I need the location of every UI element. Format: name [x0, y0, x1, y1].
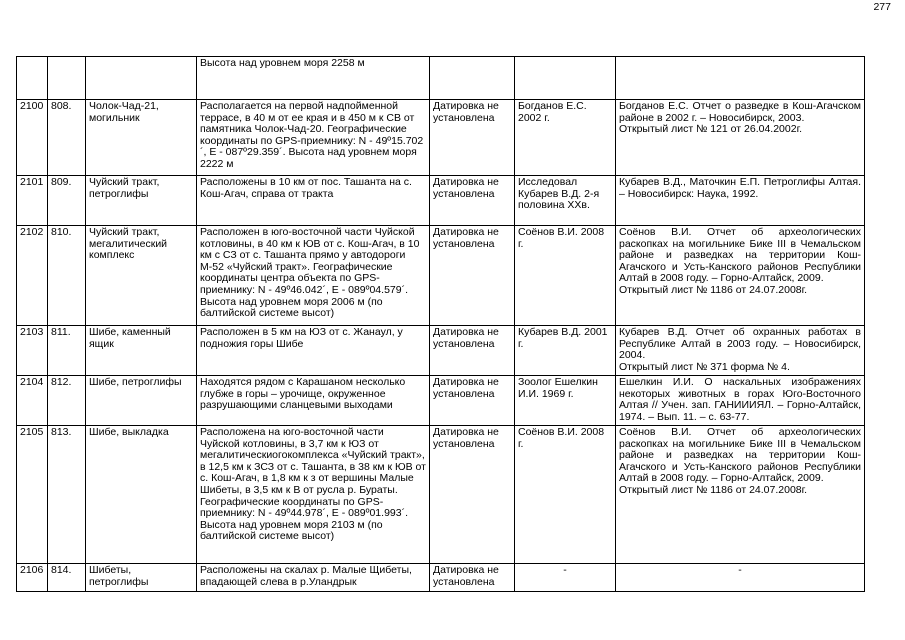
- location-description: Находятся рядом с Карашаном несколько глубже в горы – урочище, окруженное разрушающими сланцевыми выходами: [197, 376, 430, 426]
- permit-sheet: Открытый лист № 1186 от 24.07.2008г.: [619, 283, 808, 296]
- source-text: Соёнов В.И. Отчет об археологических раскопках на могильнике Бике III в Чемальском районе и разведках на территории Кош-Агачского и Усть-Канского районов Республики Алтай в 2008 году. – Горно-Алтайск, 2009.: [619, 426, 861, 485]
- table-row: [17, 100, 865, 176]
- table-row: [17, 376, 865, 426]
- item-number: 809.: [48, 176, 86, 226]
- table-row: [17, 176, 865, 226]
- monument-name: Шибеты, петроглифы: [86, 564, 197, 592]
- item-number: 813.: [48, 426, 86, 564]
- researcher: Исследовал Кубарев В.Д. 2-я половина XXв.: [515, 176, 616, 226]
- row-number: [17, 57, 48, 100]
- location-description: Расположен в 5 км на ЮЗ от с. Жанаул, у подножия горы Шибе: [197, 326, 430, 376]
- researcher: Богданов Е.С. 2002 г.: [515, 100, 616, 176]
- dating: Датировка не установлена: [430, 564, 515, 592]
- page-number: 277: [873, 1, 891, 13]
- dating: Датировка не установлена: [430, 226, 515, 326]
- monument-name: Шибе, каменный ящик: [86, 326, 197, 376]
- location-description: Расположены на скалах р. Малые Щибеты, впадающей слева в р.Уландрык: [197, 564, 430, 592]
- source-reference: [616, 226, 865, 326]
- permit-sheet: Открытый лист № 121 от 26.04.2002г.: [619, 123, 803, 136]
- location-description: Расположены в 10 км от пос. Ташанта на с. Кош-Агач, справа от тракта: [197, 176, 430, 226]
- dating: Датировка не установлена: [430, 176, 515, 226]
- item-number: 808.: [48, 100, 86, 176]
- row-number: 2106: [17, 564, 48, 592]
- researcher: [515, 57, 616, 100]
- dating: [430, 57, 515, 100]
- monument-name: Чолок-Чад-21, могильник: [86, 100, 197, 176]
- researcher: -: [515, 564, 616, 592]
- monument-name: Чуйский тракт, мегалитический комплекс: [86, 226, 197, 326]
- location-description: Располагается на первой надпойменной террасе, в 40 м от ее края и в 450 м к СВ от памятника Чолок-Чад-20. Географические координаты по GPS-приемнику: N - 49º15.702´, E - 087º29.359´. Высота над уровнем моря 2222 м: [197, 100, 430, 176]
- source-text: Ешелкин И.И. О наскальных изображениях некоторых животных в горах Юго-Восточного Алтая // Учен. зап. ГАНИИИЯЛ. – Горно-Алтайск, 1974. – Вып. 11. – с. 63-77.: [619, 376, 861, 423]
- dating: Датировка не установлена: [430, 100, 515, 176]
- table-row: [17, 564, 865, 592]
- source-reference: [616, 100, 865, 176]
- source-text: Богданов Е.С. Отчет о разведке в Кош-Агачском районе в 2002 г. – Новосибирск, 2003.: [619, 100, 861, 124]
- source-reference: [616, 426, 865, 564]
- researcher: Зоолог Ешелкин И.И. 1969 г.: [515, 376, 616, 426]
- source-text: Соёнов В.И. Отчет об археологических раскопках на могильнике Бике III в Чемальском районе и разведках на территории Кош-Агачского и Усть-Канского районов Республики Алтай в 2008 году. – Горно-Алтайск, 2009.: [619, 226, 861, 285]
- source-reference: [616, 57, 865, 100]
- item-number: 814.: [48, 564, 86, 592]
- table-row: [17, 57, 865, 100]
- item-number: 811.: [48, 326, 86, 376]
- source-text: Кубарев В.Д. Отчет об охранных работах в Республике Алтай в 2003 году. – Новосибирск, 2004.: [619, 326, 861, 362]
- row-number: 2104: [17, 376, 48, 426]
- item-number: 810.: [48, 226, 86, 326]
- source-reference: [616, 326, 865, 376]
- item-number: [48, 57, 86, 100]
- permit-sheet: Открытый лист № 371 форма № 4.: [619, 360, 790, 373]
- row-number: 2105: [17, 426, 48, 564]
- location-description: Высота над уровнем моря 2258 м: [197, 57, 430, 100]
- dating: Датировка не установлена: [430, 426, 515, 564]
- source-reference: -: [616, 564, 865, 592]
- location-description: Расположена на юго-восточной части Чуйской котловины, в 3,7 км к ЮЗ от мегалитическиогокомплекса «Чуйский тракт», в 12,5 км к ЗСЗ от с. Ташанта, в 38 км к ЮВ от с. Кош-Агач, в 1,8 км к з от вершины Малые Шибеты, в 3,5 км к В от русла р. Бураты. Географические координаты по GPS-приемнику: N - 49º44.978´, E - 089º01.993´. Высота над уровнем моря 2103 м (по балтийской системе высот): [197, 426, 430, 564]
- researcher: Соёнов В.И. 2008 г.: [515, 226, 616, 326]
- source-text: Кубарев В.Д., Маточкин Е.П. Петроглифы Алтая. – Новосибирск: Наука, 1992.: [619, 176, 861, 200]
- table-row: [17, 226, 865, 326]
- dating: Датировка не установлена: [430, 376, 515, 426]
- item-number: 812.: [48, 376, 86, 426]
- monument-name: Шибе, петроглифы: [86, 376, 197, 426]
- researcher: Соёнов В.И. 2008 г.: [515, 426, 616, 564]
- permit-sheet: Открытый лист № 1186 от 24.07.2008г.: [619, 483, 808, 496]
- row-number: 2101: [17, 176, 48, 226]
- monuments-table: [16, 56, 865, 592]
- table-row: [17, 426, 865, 564]
- monument-name: Чуйский тракт, петроглифы: [86, 176, 197, 226]
- row-number: 2103: [17, 326, 48, 376]
- source-reference: [616, 376, 865, 426]
- row-number: 2100: [17, 100, 48, 176]
- monument-name: Шибе, выкладка: [86, 426, 197, 564]
- row-number: 2102: [17, 226, 48, 326]
- dating: Датировка не установлена: [430, 326, 515, 376]
- location-description: Расположен в юго-восточной части Чуйской котловины, в 40 км к ЮВ от с. Кош-Агач, в 10 км с СЗ от с. Ташанта прямо у автодороги М-52 «Чуйский тракт». Географические координаты центра объекта по GPS-приемнику: N - 49º46.042´, E - 089º04.579´. Высота над уровнем моря 2006 м (по балтийской системе высот): [197, 226, 430, 326]
- researcher: Кубарев В.Д. 2001 г.: [515, 326, 616, 376]
- monument-name: [86, 57, 197, 100]
- source-reference: [616, 176, 865, 226]
- table-row: [17, 326, 865, 376]
